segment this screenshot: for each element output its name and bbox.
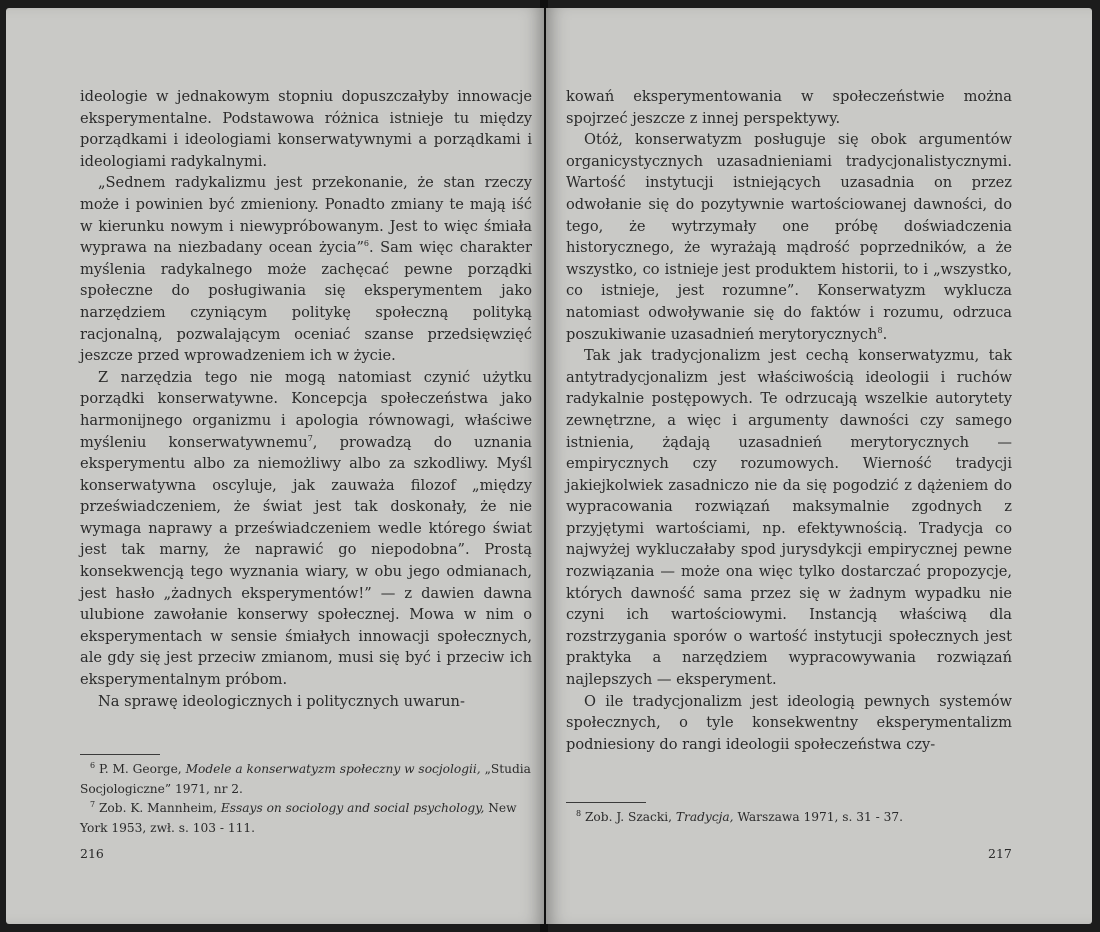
- footnote-marker: 7: [307, 433, 313, 443]
- footnote-marker: 6: [363, 239, 369, 249]
- left-body-text: [80, 86, 532, 712]
- footnote: $^7$ Zob. K. Mannheim, Essays on sociology and social psychology, New York 1953, zwł. s. 103 - 111.: [80, 799, 517, 835]
- paragraph: „Sednem radykalizmu jest przekonanie, że stan rzeczy może i powinien być zmieniony. Ponadto zmiany te mają iść w kierunku nowym i niewypróbowanym. Jest to więc śmiała wyprawa na niezbadany ocean życia”$^6$. Sam więc charakter myślenia radykalnego może zachęcać pewne porządki społeczne do posługiwania się eksperymentem jako narzędziem czyniącym politykę społeczną polityką racjonalną, pozwalającym oceniać szanse przedsięwzięć jeszcze przed wprowadzeniem ich w życie.: [80, 174, 532, 365]
- footnote: $^8$ Zob. J. Szacki, Tradycja, Warszawa 1971, s. 31 - 37.: [576, 808, 904, 824]
- paragraph: Z narzędzia tego nie mogą natomiast czynić użytku porządki konserwatywne. Koncepcja społeczeństwa jako harmonijnego organizmu i apologia równowagi, właściwe myśleniu konserwatywnemu$^7$, prowadzą do uznania eksperymentu albo za niemożliwy albo za szkodliwy. Myśl konserwatywna oscyluje, jak zauważa filozof „między przeświadczeniem, że świat jest tak doskonały, że nie wymaga naprawy a przeświadczeniem wedle którego świat jest tak marny, że naprawić go niepodobna”. Prostą konsekwencją tego wyznania wiary, w obu jego odmianach, jest hasło „żadnych eksperymentów!” — z dawien dawna ulubione zawołanie konserwy społecznej. Mowa w nim o eksperymentach w sensie śmiałych innowacji społecznych, ale gdy się jest przeciw zmianom, musi się być i przeciw ich eksperymentalnym próbom.: [80, 368, 532, 689]
- paragraph: O ile tradycjonalizm jest ideologią pewnych systemów społecznych, o tyle konsekwentny eksperymentalizm podniesiony do rangi ideologii społeczeństwa czy-: [566, 692, 1012, 753]
- paragraph: Tak jak tradycjonalizm jest cechą konserwatyzmu, tak antytradycjonalizm jest właściwością ideologii i ruchów radykalnie postępowych. Te odrzucają wszelkie autorytety zewnętrzne, a więc i argumenty dawności czy samego istnienia, żądają uzasadnień merytorycznych — empirycznych czy rozumowych. Wierność tradycji jakiejkolwiek zasadniczo nie da się pogodzić z dążeniem do wypracowania rozwiązań maksymalnie zgodnych z przyjętymi wartościami, np. efektywnością. Tradycja co najwyżej wykluczałaby spod jurysdykcji empirycznej pewne rozwiązania — może ona więc tylko dostarczać propozycje, których dawność sama przez się w żadnym wypadku nie czyni ich wartościowymi. Instancją właściwą dla rozstrzygania sporów o wartość instytucji społecznych jest praktyka a narzędziem wypracowywania rozwiązań najlepszych — eksperyment.: [566, 347, 1012, 689]
- left-page: [6, 8, 544, 924]
- page-number: 217: [988, 846, 1012, 861]
- right-page: [546, 8, 1092, 924]
- page-number: 216: [80, 846, 104, 861]
- footnotes: [80, 760, 532, 838]
- footnote-rule: [80, 754, 160, 755]
- paragraph: Otóż, konserwatyzm posługuje się obok argumentów organicystycznych uzasadnieniami tradycjonalistycznymi. Wartość instytucji istniejących uzasadnia on przez odwołanie się do pozytywnie wartościowanej dawności, do tego, że wytrzymały one próbę doświadczenia historycznego, że wyrażają mądrość poprzedników, a że wszystko, co istnieje jest produktem historii, to i „wszystko, co istnieje, jest rozumne”. Konserwatyzm wyklucza natomiast odwoływanie się do faktów i rozumu, odrzuca poszukiwanie uzasadnień merytorycznych$^8$.: [566, 131, 1012, 343]
- footnote-rule: [566, 802, 646, 803]
- footnote: $^6$ P. M. George, Modele a konserwatyzm społeczny w socjologii, „Studia Socjologiczne” 1971, nr 2.: [80, 760, 531, 796]
- right-body-text: [566, 86, 1012, 755]
- paragraph: kowań eksperymentowania w społeczeństwie można spojrzeć jeszcze z innej perspektywy.: [566, 88, 1012, 127]
- paragraph: ideologie w jednakowym stopniu dopuszczałyby innowacje eksperymentalne. Podstawowa różnica istnieje tu między porządkami i ideologiami konserwatywnymi a porządkami i ideologiami radykalnymi.: [80, 88, 532, 170]
- footnote-marker: 8: [877, 325, 883, 335]
- footnotes: [566, 808, 1012, 828]
- paragraph: Na sprawę ideologicznych i politycznych uwarun-: [98, 692, 465, 710]
